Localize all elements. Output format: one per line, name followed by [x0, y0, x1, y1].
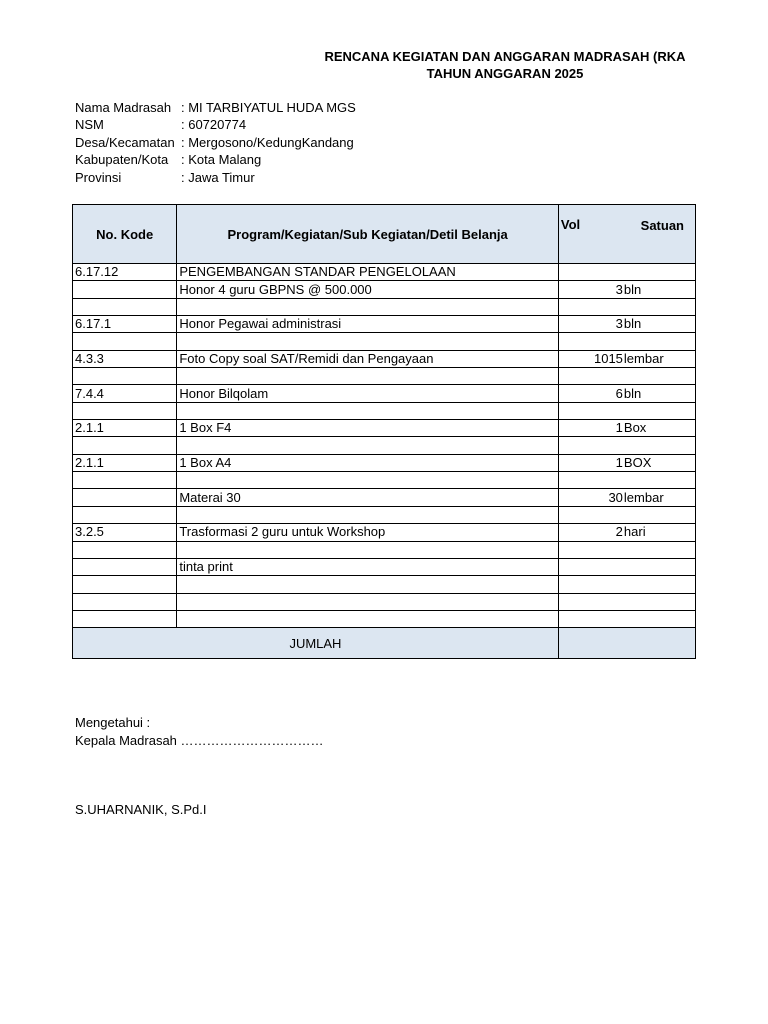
- cell-program: Honor 4 guru GBPNS @ 500.000: [177, 281, 559, 298]
- cell-kode: [73, 610, 177, 627]
- cell-vol-satuan: [558, 368, 695, 385]
- info-label: Desa/Kecamatan: [75, 134, 175, 150]
- cell-vol-satuan: [558, 610, 695, 627]
- table-row: [73, 541, 696, 558]
- madrasah-info: [75, 99, 356, 186]
- cell-vol-satuan: [558, 333, 695, 350]
- cell-vol-satuan: [558, 524, 695, 541]
- cell-kode: [73, 298, 177, 315]
- cell-program: Honor Pegawai administrasi: [177, 316, 559, 333]
- cell-vol: 2: [615, 524, 623, 540]
- table-row: [73, 420, 696, 437]
- info-value: : MI TARBIYATUL HUDA MGS: [181, 100, 356, 115]
- cell-kode: 7.4.4: [73, 385, 177, 402]
- cell-kode: [73, 541, 177, 558]
- cell-kode: [73, 402, 177, 419]
- cell-kode: 2.1.1: [73, 454, 177, 471]
- table-row: [73, 472, 696, 489]
- jumlah-label: JUMLAH: [73, 628, 559, 659]
- cell-program: [177, 576, 559, 593]
- cell-kode: 3.2.5: [73, 524, 177, 541]
- cell-program: Trasformasi 2 guru untuk Workshop: [177, 524, 559, 541]
- table-row: [73, 576, 696, 593]
- cell-kode: 6.17.12: [73, 264, 177, 281]
- mengetahui-label: Mengetahui :: [75, 715, 151, 730]
- cell-vol-satuan: [558, 558, 695, 575]
- info-row: [75, 169, 356, 186]
- cell-satuan: bln: [623, 316, 642, 332]
- info-value: : Mergosono/KedungKandang: [181, 134, 354, 150]
- jumlah-row: [73, 628, 696, 659]
- table-row: [73, 281, 696, 298]
- table-row: [73, 524, 696, 541]
- header-kode: No. Kode: [73, 205, 177, 264]
- table-row: [73, 454, 696, 471]
- cell-kode: [73, 472, 177, 489]
- cell-program: [177, 541, 559, 558]
- table-row: [73, 264, 696, 281]
- cell-program: PENGEMBANGAN STANDAR PENGELOLAAN: [177, 264, 559, 281]
- cell-vol-satuan: [558, 385, 695, 402]
- cell-vol: 1015: [593, 350, 623, 366]
- cell-vol-satuan: [558, 350, 695, 367]
- cell-vol-satuan: [558, 316, 695, 333]
- signatory-name: S.UHARNANIK, S.Pd.I: [75, 802, 207, 817]
- cell-satuan: lembar: [623, 489, 664, 505]
- cell-satuan: lembar: [623, 350, 664, 366]
- info-label: Kabupaten/Kota: [75, 152, 169, 168]
- cell-program: [177, 593, 559, 610]
- info-label: NSM: [75, 117, 104, 133]
- cell-vol-satuan: [558, 402, 695, 419]
- cell-vol-satuan: [558, 420, 695, 437]
- cell-vol-satuan: [558, 437, 695, 454]
- table-row: [73, 593, 696, 610]
- table-row: [73, 350, 696, 367]
- cell-vol-satuan: [558, 472, 695, 489]
- cell-vol: 3: [615, 316, 623, 332]
- document-subtitle: TAHUN ANGGARAN 2025: [426, 66, 584, 81]
- table-row: [73, 368, 696, 385]
- cell-kode: [73, 368, 177, 385]
- cell-vol: 1: [615, 420, 623, 436]
- header-vol: Vol: [560, 217, 581, 232]
- cell-vol-satuan: [558, 489, 695, 506]
- cell-program: [177, 437, 559, 454]
- cell-program: [177, 333, 559, 350]
- cell-vol-satuan: [558, 576, 695, 593]
- cell-kode: [73, 558, 177, 575]
- table-row: [73, 333, 696, 350]
- cell-program: [177, 298, 559, 315]
- cell-vol-satuan: [558, 264, 695, 281]
- cell-program: Foto Copy soal SAT/Remidi dan Pengayaan: [177, 350, 559, 367]
- cell-program: [177, 402, 559, 419]
- cell-satuan: Box: [623, 420, 647, 436]
- cell-program: [177, 506, 559, 523]
- table-row: [73, 437, 696, 454]
- info-value: : Kota Malang: [181, 152, 262, 168]
- cell-satuan: hari: [623, 524, 646, 540]
- table-row: [73, 506, 696, 523]
- cell-vol-satuan: [558, 454, 695, 471]
- info-row: [75, 151, 356, 168]
- info-label: Provinsi: [75, 169, 122, 185]
- header-program: Program/Kegiatan/Sub Kegiatan/Detil Belanja: [177, 205, 559, 264]
- table-row: [73, 489, 696, 506]
- cell-satuan: BOX: [623, 454, 652, 470]
- table-row: [73, 385, 696, 402]
- cell-program: 1 Box F4: [177, 420, 559, 437]
- cell-program: [177, 368, 559, 385]
- cell-kode: [73, 489, 177, 506]
- header-satuan: Satuan: [640, 218, 684, 233]
- cell-vol-satuan: [558, 506, 695, 523]
- cell-kode: 2.1.1: [73, 420, 177, 437]
- table-header-row: [73, 205, 696, 264]
- cell-program: [177, 472, 559, 489]
- cell-vol: 30: [608, 489, 623, 505]
- cell-vol-satuan: [558, 281, 695, 298]
- cell-vol-satuan: [558, 298, 695, 315]
- table-row: [73, 610, 696, 627]
- cell-kode: [73, 506, 177, 523]
- budget-table: [72, 204, 696, 659]
- table-row: [73, 558, 696, 575]
- info-label: Nama Madrasah: [75, 100, 172, 115]
- cell-vol: 1: [615, 454, 623, 470]
- cell-vol: 6: [615, 385, 623, 401]
- info-row: [75, 99, 356, 116]
- cell-kode: [73, 437, 177, 454]
- cell-kode: [73, 593, 177, 610]
- cell-kode: 4.3.3: [73, 350, 177, 367]
- info-value: : 60720774: [181, 117, 247, 133]
- cell-vol: 3: [615, 281, 623, 297]
- table-row: [73, 316, 696, 333]
- cell-kode: [73, 333, 177, 350]
- table-row: [73, 298, 696, 315]
- cell-satuan: bln: [623, 385, 642, 401]
- cell-vol-satuan: [558, 541, 695, 558]
- cell-kode: 6.17.1: [73, 316, 177, 333]
- info-row: [75, 116, 356, 133]
- kepala-madrasah-label: Kepala Madrasah ……………………………: [75, 733, 324, 748]
- cell-program: Honor Bilqolam: [177, 385, 559, 402]
- cell-vol-satuan: [558, 593, 695, 610]
- cell-kode: [73, 281, 177, 298]
- cell-kode: [73, 576, 177, 593]
- cell-program: Materai 30: [177, 489, 559, 506]
- table-row: [73, 402, 696, 419]
- cell-program: [177, 610, 559, 627]
- cell-program: tinta print: [177, 558, 559, 575]
- info-row: [75, 134, 356, 151]
- jumlah-value: [558, 628, 695, 659]
- document-title: RENCANA KEGIATAN DAN ANGGARAN MADRASAH (RKA: [324, 49, 686, 64]
- cell-program: 1 Box A4: [177, 454, 559, 471]
- info-value: : Jawa Timur: [181, 169, 255, 185]
- cell-satuan: bln: [623, 281, 642, 297]
- header-vol-satuan: [558, 205, 695, 264]
